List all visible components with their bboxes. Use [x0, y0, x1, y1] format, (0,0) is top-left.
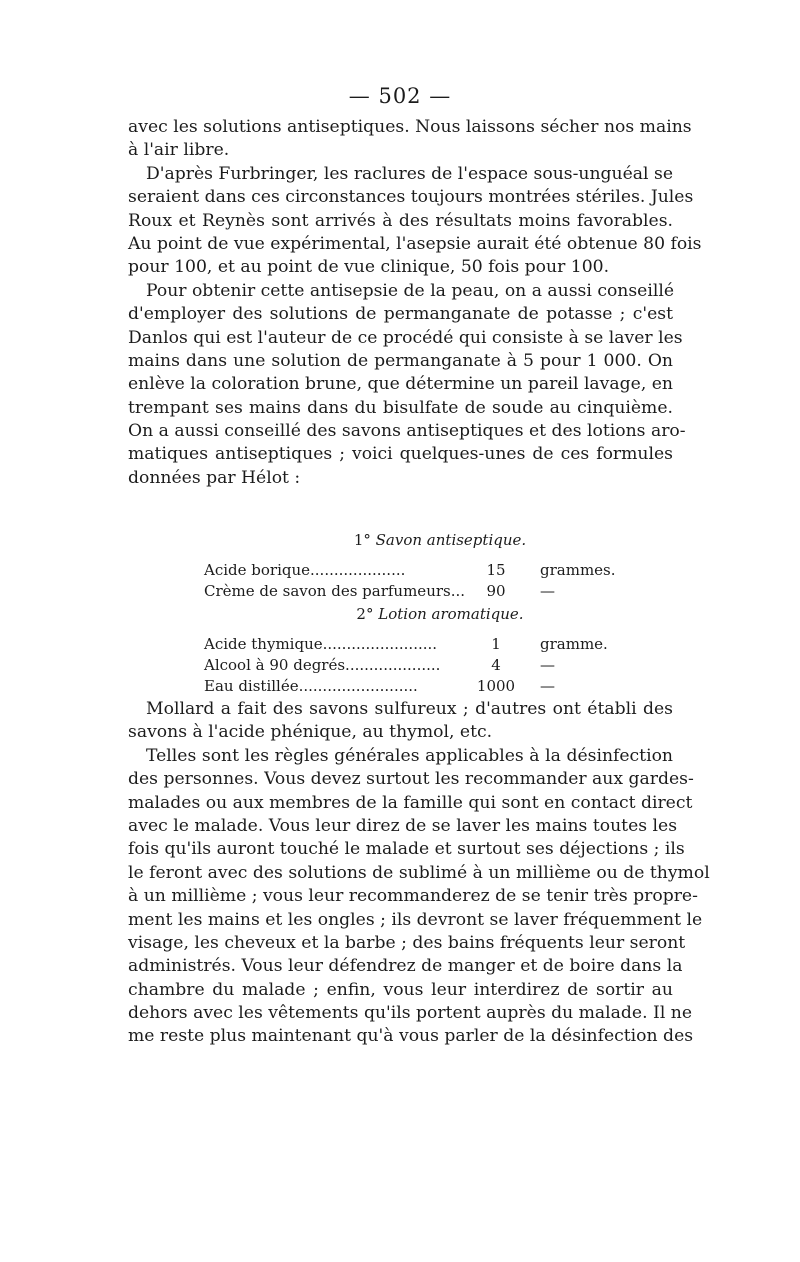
ingredient-row: [204, 580, 604, 602]
ingredient-row: [204, 559, 616, 581]
ingredient-unit: —: [540, 582, 555, 600]
text-line: avec les solutions antiseptiques. Nous laissons sécher nos mains: [128, 117, 692, 137]
ingredient-row: [204, 675, 604, 697]
text-line: avec le malade. Vous leur direz de se laver les mains toutes les: [128, 815, 678, 836]
body-text-bottom: [128, 698, 710, 1049]
text-line: matiques antiseptiques ; voici quelques-unes de ces formules: [128, 444, 673, 465]
text-line: malades ou aux membres de la famille qui sont en contact direct: [128, 792, 693, 813]
text-line: pour 100, et au point de vue clinique, 50 fois pour 100.: [128, 257, 610, 278]
text-line: ment les mains et les ongles ; ils devront se laver fréquemment le: [128, 909, 703, 930]
ingredient-qty: 1000: [476, 677, 516, 695]
text-line: chambre du malade ; enfin, vous leur interdirez de sortir au: [128, 979, 673, 1000]
text-line: D'après Furbringer, les raclures de l'espace sous-unguéal se: [146, 163, 673, 184]
text-line: savons à l'acide phénique, au thymol, etc.: [128, 722, 493, 743]
ingredient-name: Alcool à 90 degrés....................: [204, 656, 441, 674]
text-line: mains dans une solution de permanganate à 5 pour 1 000. On: [128, 350, 673, 371]
text-line: Pour obtenir cette antisepsie de la peau, on a aussi conseillé: [146, 280, 675, 301]
text-line: à un millième ; vous leur recommanderez de se tenir très propre-: [128, 886, 698, 907]
paragraph: [128, 280, 686, 491]
ingredient-unit: —: [540, 677, 555, 695]
recipe-number: 2°: [356, 605, 374, 623]
ingredient-qty: 1: [491, 635, 501, 653]
recipe-number: 1°: [353, 531, 371, 549]
paragraph: [128, 698, 673, 745]
ingredient-name: Eau distillée.........................: [204, 677, 418, 695]
ingredient-unit: gramme.: [540, 635, 608, 653]
text-line: enlève la coloration brune, que détermine un pareil lavage, en: [128, 374, 673, 395]
text-line: trempant ses mains dans du bisulfate de soude au cinquième.: [128, 397, 673, 418]
recipe-title: [40, 604, 800, 624]
text-line: Danlos qui est l'auteur de ce procédé qui consiste à se laver les: [128, 327, 683, 348]
ingredient-row: [204, 633, 608, 655]
recipe-title: [40, 530, 800, 550]
ingredient-qty: 90: [486, 582, 506, 600]
paragraph: [128, 163, 702, 280]
page-number: — 502 —: [348, 84, 452, 108]
text-line: d'employer des solutions de permanganate de potasse ; c'est: [128, 304, 673, 325]
ingredient-row: [204, 654, 604, 676]
ingredient-name: Acide thymique........................: [204, 635, 438, 653]
text-line: Mollard a fait des savons sulfureux ; d'autres ont établi des: [146, 699, 673, 719]
text-line: dehors avec les vêtements qu'ils portent auprès du malade. Il ne: [128, 1003, 693, 1024]
recipe-name: Lotion aromatique.: [378, 605, 524, 623]
ingredient-qty: 15: [486, 561, 506, 579]
text-line: le feront avec des solutions de sublimé à un millième ou de thymol: [128, 862, 710, 883]
text-line: données par Hélot :: [128, 467, 301, 488]
ingredient-name: Acide borique....................: [204, 561, 406, 579]
text-line: visage, les cheveux et la barbe ; des bains fréquents leur seront: [128, 932, 686, 953]
text-line: Roux et Reynès sont arrivés à des résultats moins favorables.: [128, 210, 673, 231]
text-line: On a aussi conseillé des savons antiseptiques et des lotions aro-: [128, 421, 686, 442]
text-line: Telles sont les règles générales applicables à la désinfection: [146, 745, 673, 766]
ingredient-name: Crème de savon des parfumeurs...: [204, 582, 466, 600]
text-line: Au point de vue expérimental, l'asepsie aurait été obtenue 80 fois: [128, 233, 702, 254]
ingredient-unit: —: [540, 656, 555, 674]
text-line: me reste plus maintenant qu'à vous parler de la désinfection des: [128, 1026, 694, 1047]
ingredient-unit: grammes.: [540, 561, 616, 579]
paragraph: [128, 116, 692, 163]
text-line: seraient dans ces circonstances toujours montrées stériles. Jules: [128, 187, 694, 208]
text-line: fois qu'ils auront touché le malade et surtout ses déjections ; ils: [128, 839, 685, 860]
text-line: des personnes. Vous devez surtout les recommander aux gardes-: [128, 769, 694, 790]
ingredient-qty: 4: [491, 656, 501, 674]
paragraph: [128, 745, 710, 1049]
text-line: administrés. Vous leur défendrez de manger et de boire dans la: [128, 956, 683, 977]
text-line: à l'air libre.: [128, 140, 230, 161]
body-text-top: [128, 116, 702, 490]
recipe-name: Savon antiseptique.: [375, 531, 527, 549]
